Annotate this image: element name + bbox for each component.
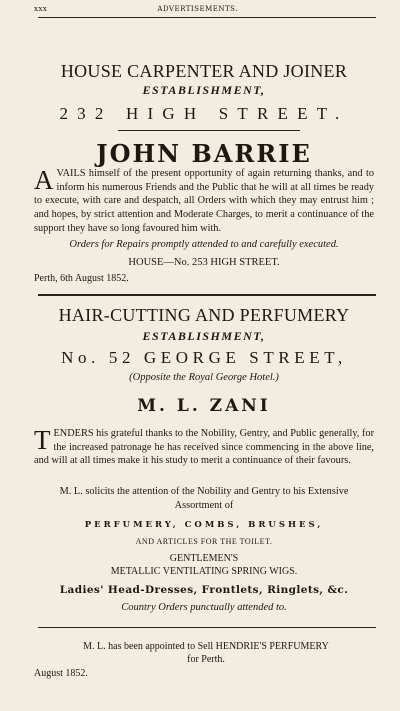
running-header [34, 5, 366, 13]
ad2-body-block [34, 427, 374, 468]
ad1-note-block [34, 240, 374, 251]
ad2-body-text: ENDERS his grateful thanks to the Nobility, Gentry, and Public generally, for the increased patronage he has received since commencing in the above line, and will at all times make it his study to merit a continuance of their favours. [34, 428, 374, 467]
ad1-address: 232 HIGH STREET. [59, 104, 349, 123]
ad2-country-block [34, 603, 374, 614]
ad1-drop-cap: A [34, 165, 54, 195]
ad2-appointed: M. L. has been appointed to Sell HENDRIE'S PERFUMERY for Perth. [83, 641, 329, 665]
ad2-appointed-block [78, 640, 334, 666]
ad2-items-block [34, 521, 374, 530]
ad2-opposite-block [34, 373, 374, 384]
header-rule [38, 17, 376, 18]
ad2-solicits: M. L. solicits the attention of the Nobility and Gentry to his Extensive Assortment of [59, 486, 349, 511]
ad1-proprietor: JOHN BARRIE [96, 139, 312, 168]
ad1-house: HOUSE—No. 253 HIGH STREET. [128, 257, 280, 268]
ad1-date-block [34, 274, 374, 284]
ad2-ladies-block [34, 585, 374, 596]
ad2-body [34, 427, 374, 468]
ad2-gentlemens-block [34, 554, 374, 564]
ad2-drop-cap: T [34, 425, 51, 455]
ad2-toilet-block [34, 538, 374, 546]
ad2-items: PERFUMERY, COMBS, BRUSHES, [84, 520, 324, 530]
ad1-address-block [34, 105, 374, 122]
ad2-address: No. 52 GEORGE STREET, [61, 348, 347, 367]
ad2-gentlemens: GENTLEMEN'S [169, 553, 239, 564]
ad1-date: Perth, 6th August 1852. [34, 273, 129, 284]
ad2-date-block [34, 669, 374, 679]
ad2-title-block [34, 306, 374, 324]
ad2-toilet: AND ARTICLES FOR THE TOILET. [135, 537, 273, 546]
ad1-title: HOUSE CARPENTER AND JOINER [60, 61, 348, 81]
ad2-bottom-rule [38, 627, 376, 628]
ad1-body-block [34, 167, 374, 236]
ad-divider [38, 294, 376, 296]
ad2-solicits-block [44, 485, 364, 512]
ad1-body-text: VAILS himself of the present opportunity of again returning thanks, and to inform his numerous Friends and the Public that he will at all times be ready to execute, with care and despatch, all Orders with which they may entrust him ; and hopes, by strict attention and Moderate Charges, to merit a continuance of the support they have so long favoured him with. [34, 168, 374, 234]
ad2-wigs-block [34, 567, 374, 577]
ad1-establishment-block [34, 84, 374, 96]
ad2-title: HAIR-CUTTING AND PERFUMERY [58, 305, 350, 325]
ad2-establishment-block [34, 330, 374, 342]
ad2-address-block [34, 349, 374, 366]
ad1-note: Orders for Repairs promptly attended to and carefully executed. [69, 239, 339, 250]
ad1-establishment: ESTABLISHMENT, [142, 83, 266, 97]
ad1-short-rule [118, 130, 300, 131]
ad1-proprietor-block [34, 139, 374, 168]
page-number: xxx [34, 5, 48, 13]
ad1-body [34, 167, 374, 236]
ad2-proprietor-block [34, 398, 374, 415]
ad2-date: August 1852. [34, 668, 88, 679]
ad2-opposite: (Opposite the Royal George Hotel.) [129, 372, 279, 383]
ad2-wigs: METALLIC VENTILATING SPRING WIGS. [110, 566, 298, 577]
ad2-ladies: Ladies' Head-Dresses, Frontlets, Ringlets, &c. [59, 584, 349, 596]
ad1-title-block [34, 62, 374, 80]
running-title: ADVERTISEMENTS. [157, 5, 238, 13]
ad2-establishment: ESTABLISHMENT, [142, 329, 266, 343]
ad2-country: Country Orders punctually attended to. [121, 602, 287, 613]
ad1-house-block [34, 258, 374, 269]
ad2-proprietor: M. L. ZANI [137, 396, 271, 416]
